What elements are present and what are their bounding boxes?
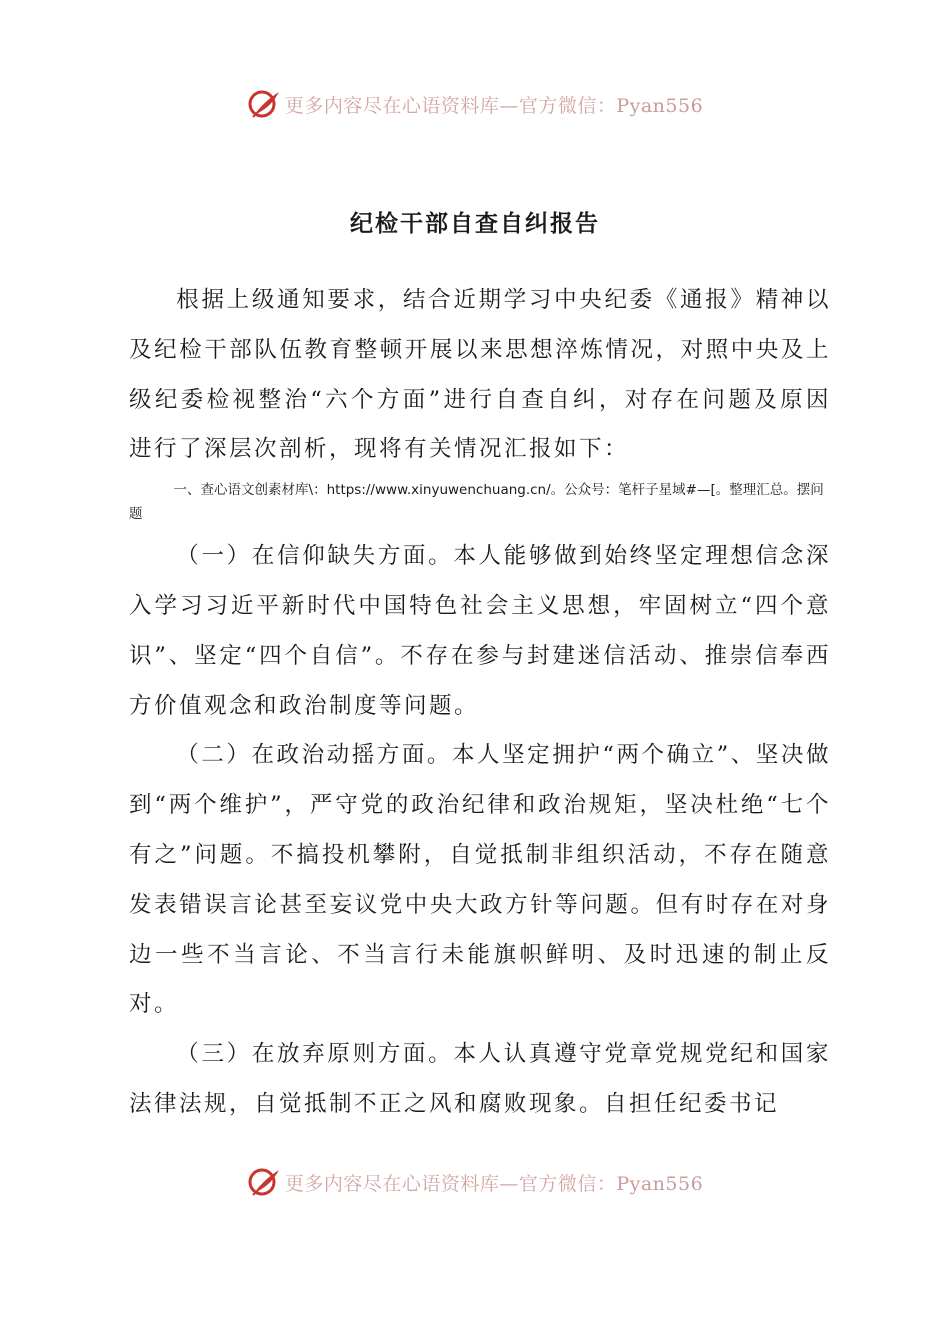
section-paragraph: （二）在政治动摇方面。本人坚定拥护“两个确立”、坚决做到“两个维护”，严守党的政治纪律和政治规矩，坚决杜绝“七个有之”问题。不搞投机攀附，自觉抵制非组织活动，不存在随意发表错误言论甚至妄议党中央大政方针等问题。但有时存在对身边一些不当言论、不当言行未能旗帜鲜明、及时迅速的制止反对。 xyxy=(129,742,831,1018)
banner-account: Pyan556 xyxy=(616,94,704,117)
intro-paragraph: 根据上级通知要求，结合近期学习中央纪委《通报》精神以及纪检干部队伍教育整顿开展以来思想淬炼情况，对照中央及上级纪委检视整治“六个方面”进行自查自纠，对存在问题及原因进行了深层次剖析，现将有关情况汇报如下： xyxy=(129,287,831,463)
quill-logo-icon xyxy=(247,1165,281,1199)
header-watermark-banner xyxy=(0,84,950,124)
section-paragraph: （一）在信仰缺失方面。本人能够做到始终坚定理想信念深入学习习近平新时代中国特色社会主义思想，牢固树立“四个意识”、坚定“四个自信”。不存在参与封建迷信活动、推崇信奉西方价值观念和政治制度等问题。 xyxy=(129,543,831,719)
section-paragraph: （三）在放弃原则方面。本人认真遵守党章党规党纪和国家法律法规，自觉抵制不正之风和腐败现象。自担任纪委书记 xyxy=(129,1041,831,1117)
banner-text: 更多内容尽在心语资料库—官方微信：Pyan556 xyxy=(284,1172,704,1195)
quill-logo-icon xyxy=(247,87,281,121)
document-body xyxy=(129,276,831,1130)
source-note: 一、查心语文创素材库\：https://www.xinyuwenchuang.cn/。公众号：笔杆子星域#—[。整理汇总。摆问题 xyxy=(129,482,824,523)
banner-account: Pyan556 xyxy=(616,1172,704,1195)
banner-text: 更多内容尽在心语资料库—官方微信：Pyan556 xyxy=(284,94,704,117)
document-title: 纪检干部自查自纠报告 xyxy=(350,211,600,237)
footer-watermark-banner xyxy=(0,1162,950,1202)
